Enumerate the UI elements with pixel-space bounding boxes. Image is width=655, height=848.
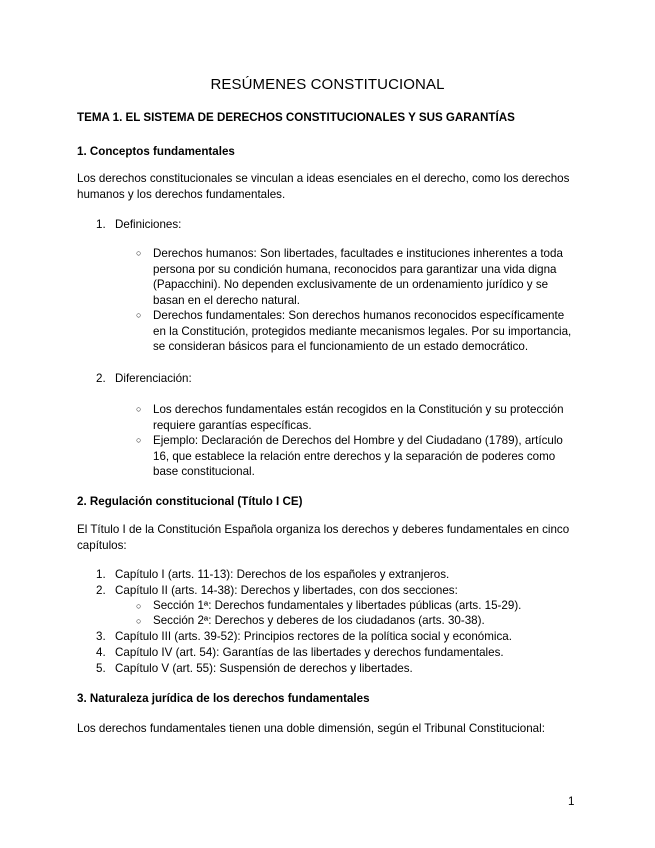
bullet-circle-icon: ○ — [136, 310, 142, 320]
list-item-text: Capítulo II (arts. 14-38): Derechos y libertades, con dos secciones: — [115, 584, 458, 597]
list-sub-item: Los derechos fundamentales están recogidos en la Constitución y su protección requiere garantías específicas. — [153, 403, 564, 432]
list-item-text: Capítulo IV (art. 54): Garantías de las libertades y derechos fundamentales. — [115, 646, 504, 659]
list-sub-item: Derechos humanos: Son libertades, facultades e instituciones inherentes a toda persona por su condición humana, reconocidos para garantizar una vida digna (Papacchini). No dependen exclusivamente de un ordenamiento jurídico y se basan en el derecho natural. — [153, 247, 563, 307]
list-item-label: Definiciones: — [115, 218, 182, 231]
bullet-circle-icon: ○ — [136, 248, 142, 258]
section-1-intro: Los derechos constitucionales se vinculan a ideas esenciales en el derecho, como los derechos humanos y los derechos fundamentales. — [77, 172, 570, 201]
list-number: 1. — [96, 218, 106, 231]
bullet-circle-icon: ○ — [136, 435, 142, 445]
list-number: 4. — [96, 646, 106, 659]
list-sub-item: Derechos fundamentales: Son derechos humanos reconocidos específicamente en la Constitución, protegidos mediante mecanismos legales. Por su importancia, se consideran básicos para el funcionamiento de un estado democrático. — [153, 309, 572, 353]
bullet-circle-icon: ○ — [136, 616, 142, 626]
list-number: 2. — [96, 584, 106, 597]
section-2-heading: 2. Regulación constitucional (Título I CE) — [77, 495, 303, 508]
list-number: 1. — [96, 568, 106, 581]
list-sub-item: Sección 1ª: Derechos fundamentales y libertades públicas (arts. 15-29). — [153, 599, 522, 612]
list-item-text: Capítulo V (art. 55): Suspensión de derechos y libertades. — [115, 662, 413, 675]
list-number: 2. — [96, 372, 106, 385]
section-3-heading: 3. Naturaleza jurídica de los derechos fundamentales — [77, 692, 370, 705]
section-2-intro: El Título I de la Constitución Española organiza los derechos y deberes fundamentales en cinco capítulos: — [77, 523, 570, 552]
list-item-text: Capítulo III (arts. 39-52): Principios rectores de la política social y económica. — [115, 630, 512, 643]
page-number: 1 — [568, 795, 575, 808]
document-title: RESÚMENES CONSTITUCIONAL — [210, 76, 445, 93]
section-1-heading: 1. Conceptos fundamentales — [77, 145, 235, 158]
list-item-label: Diferenciación: — [115, 372, 192, 385]
section-3-intro: Los derechos fundamentales tienen una doble dimensión, según el Tribunal Constitucional: — [77, 722, 545, 735]
list-number: 5. — [96, 662, 106, 675]
bullet-circle-icon: ○ — [136, 404, 142, 414]
list-number: 3. — [96, 630, 106, 643]
list-item-text: Capítulo I (arts. 11-13): Derechos de los españoles y extranjeros. — [115, 568, 450, 581]
list-sub-item: Sección 2ª: Derechos y deberes de los ciudadanos (arts. 30-38). — [153, 614, 485, 627]
list-sub-item: Ejemplo: Declaración de Derechos del Hombre y del Ciudadano (1789), artículo 16, que establece la relación entre derechos y la separación de poderes como base constitucional. — [153, 434, 563, 478]
bullet-circle-icon: ○ — [136, 601, 142, 611]
tema-heading: TEMA 1. EL SISTEMA DE DERECHOS CONSTITUCIONALES Y SUS GARANTÍAS — [77, 111, 515, 124]
